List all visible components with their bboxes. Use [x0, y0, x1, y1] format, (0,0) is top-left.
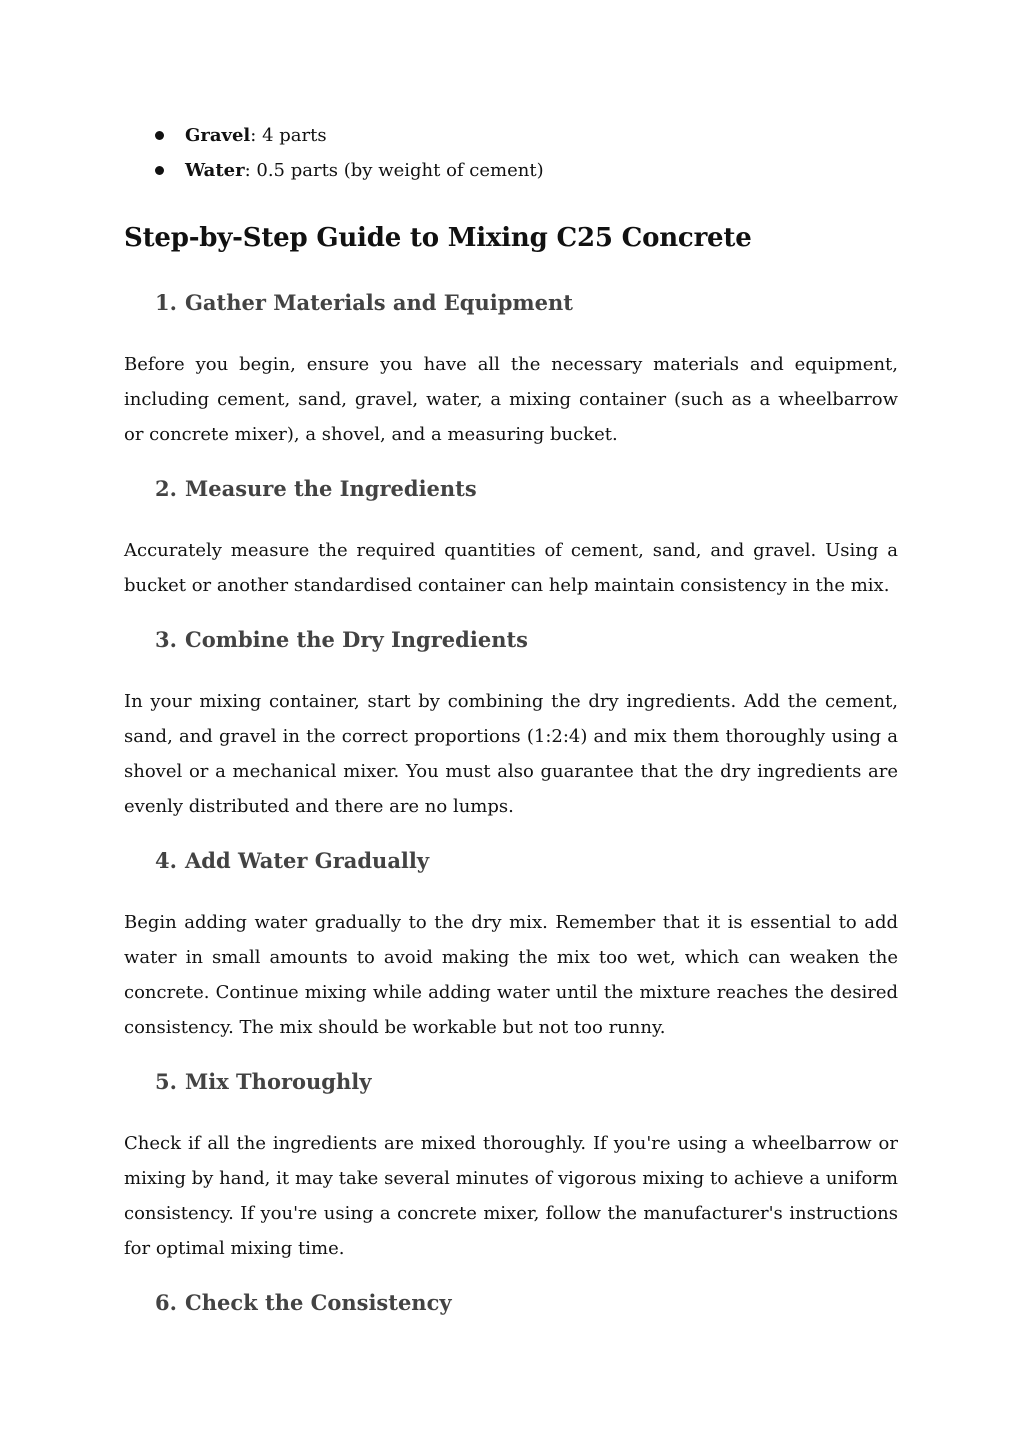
step-3 — [124, 625, 898, 824]
step-number: 2. — [155, 476, 177, 501]
bullet-icon — [155, 131, 164, 140]
list-item-text: : 0.5 parts (by weight of cement) — [244, 160, 544, 181]
list-item-text: : 4 parts — [250, 125, 327, 146]
step-title: Gather Materials and Equipment — [185, 290, 573, 315]
step-heading — [124, 288, 898, 318]
step-5 — [124, 1067, 898, 1266]
step-body: Begin adding water gradually to the dry mix. Remember that it is essential to add water in small amounts to avoid making the mix too wet, which can weaken the concrete. Continue mixing while adding water until the mixture reaches the desired consistency. The mix should be workable but not too runny. — [124, 912, 898, 1038]
step-body: Before you begin, ensure you have all the necessary materials and equipment, including cement, sand, gravel, water, a mixing container (such as a wheelbarrow or concrete mixer), a shovel, and a measuring bucket. — [124, 354, 898, 445]
list-item — [124, 153, 898, 188]
step-number: 5. — [155, 1069, 177, 1094]
ingredient-list — [124, 118, 898, 188]
step-body: In your mixing container, start by combining the dry ingredients. Add the cement, sand, and gravel in the correct proportions (1:2:4) and mix them thoroughly using a shovel or a mechanical mixer. You must also guarantee that the dry ingredients are evenly distributed and there are no lumps. — [124, 691, 898, 817]
section-heading: Step-by-Step Guide to Mixing C25 Concrete — [124, 223, 752, 253]
list-item — [124, 118, 898, 153]
step-number: 1. — [155, 290, 177, 315]
step-number: 3. — [155, 627, 177, 652]
step-body: Check if all the ingredients are mixed thoroughly. If you're using a wheelbarrow or mixing by hand, it may take several minutes of vigorous mixing to achieve a uniform consistency. If you're using a concrete mixer, follow the manufacturer's instructions for optimal mixing time. — [124, 1133, 898, 1259]
step-6 — [124, 1288, 898, 1318]
step-heading — [124, 625, 898, 655]
step-title: Add Water Gradually — [185, 848, 430, 873]
step-title: Mix Thoroughly — [185, 1069, 372, 1094]
step-title: Check the Consistency — [185, 1290, 452, 1315]
step-title: Measure the Ingredients — [185, 476, 477, 501]
list-item-label: Gravel — [185, 125, 251, 146]
step-heading — [124, 846, 898, 876]
step-heading — [124, 474, 898, 504]
step-number: 4. — [155, 848, 177, 873]
bullet-icon — [155, 166, 164, 175]
step-body: Accurately measure the required quantities of cement, sand, and gravel. Using a bucket or another standardised container can help maintain consistency in the mix. — [124, 540, 898, 596]
step-4 — [124, 846, 898, 1045]
step-heading — [124, 1067, 898, 1097]
step-number: 6. — [155, 1290, 177, 1315]
step-1 — [124, 288, 898, 452]
step-title: Combine the Dry Ingredients — [185, 627, 528, 652]
step-2 — [124, 474, 898, 603]
list-item-label: Water — [185, 160, 245, 181]
step-heading — [124, 1288, 898, 1318]
document-page — [124, 118, 898, 1318]
